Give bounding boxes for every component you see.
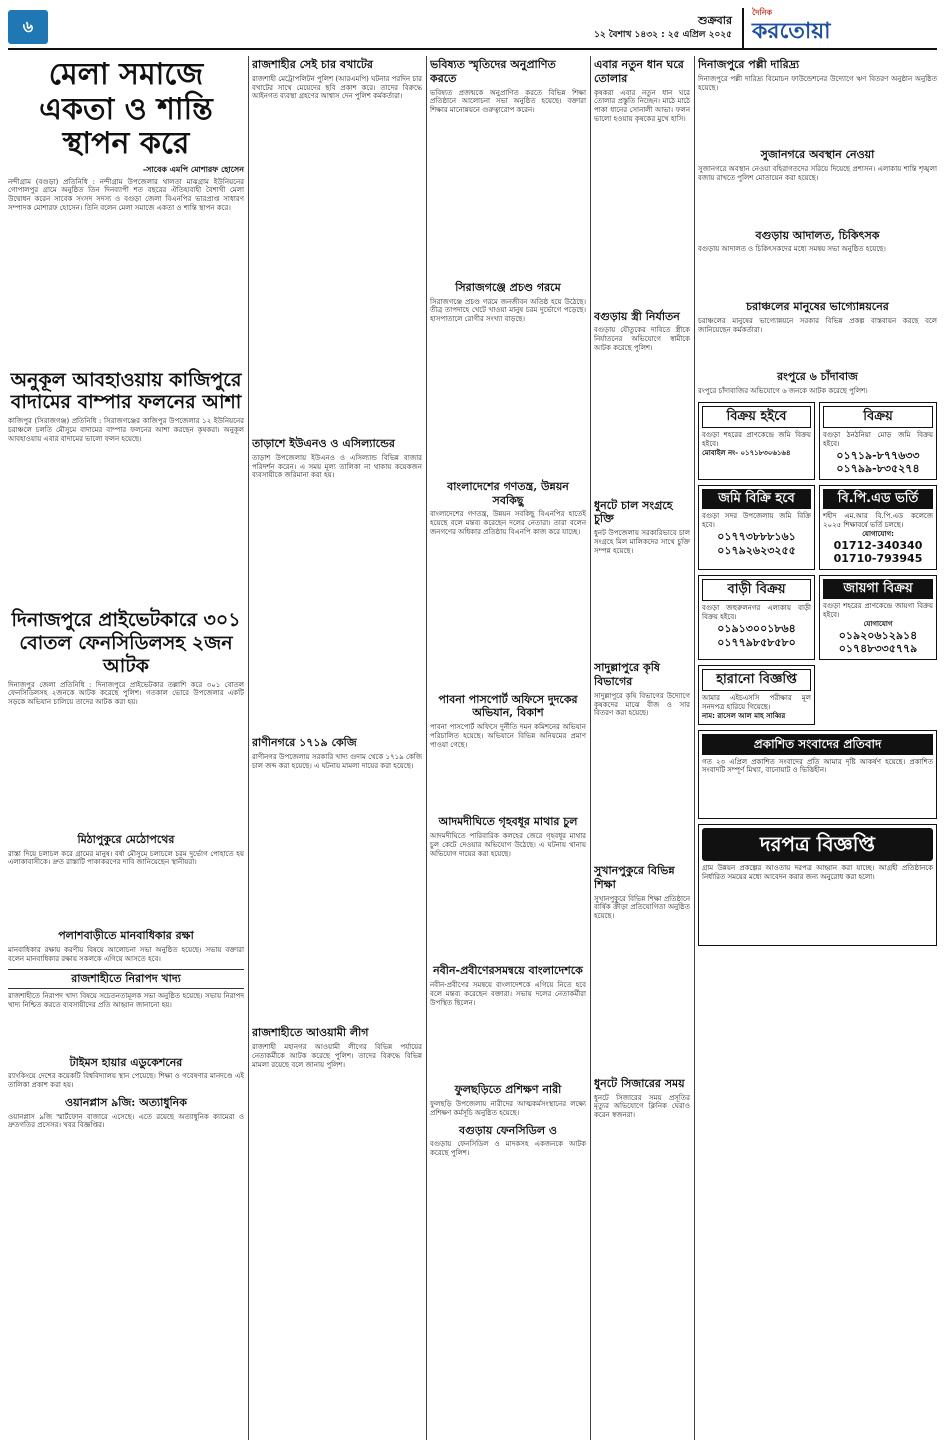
headline: চরাঞ্চলের মানুষের ভাগ্যোন্নয়নের (746, 300, 889, 313)
headline: বগুড়ায় আদালত, চিকিৎসক (755, 228, 880, 242)
story-phensidyl (8, 609, 244, 827)
ad-land-sale (698, 485, 815, 570)
story-sadullapur (594, 661, 690, 858)
story-body: কৃষকরা এবার নতুন ধান ঘরে তোলার প্রস্তুতি নিচ্ছেন। মাঠে মাঠে পাকা ধানের সোনালী আভা। ফলন ভালো হওয়ায় কৃষকের মুখে হাসি। (594, 88, 690, 123)
story-body: রাজশাহী মহানগর আওয়ামী লীগের বিভিন্ন পর্যায়ের নেতাকর্মীকে আটক করেছে পুলিশ। তাদের বিরুদ্ধে বিভিন্ন মামলা রয়েছে বলে জানায় পুলিশ। (252, 1043, 422, 1069)
ad-phone: ০১৭৭৯৮৫৮৫৮০ (717, 635, 796, 649)
story-new-paddy (594, 58, 690, 304)
story-body: সাদুল্লাপুরে কৃষি বিভাগের উদ্যোগে কৃষকদের মাঝে বীজ ও সার বিতরণ করা হয়েছে। (594, 691, 690, 718)
story-body: দিনাজপুরে পল্লী দারিদ্র্য বিমোচন ফাউন্ডেশনের উদ্যোগে ঋণ বিতরণ অনুষ্ঠান অনুষ্ঠিত হয়েছে। (698, 74, 937, 92)
story-sirajganj-heat (430, 281, 586, 474)
ad-phone: ০১৭৯৯-৮৩৫২৭৪ (836, 462, 920, 476)
ad-title: বিক্রয় হইবে (702, 406, 811, 428)
headline: টাইমস হায়ার এডুকেশনের (69, 1055, 183, 1069)
story-wife-torture (594, 310, 690, 493)
story-body: রাণীনগর উপজেলায় সরকারি খাদ্য গুদাম থেকে ১৭১৯ কেজি চাল জব্দ করা হয়েছে। এ ঘটনায় মামলা দায়ের করা হয়েছে। (252, 752, 422, 770)
story-body: বগুড়ায় যৌতুকের দাবিতে স্ত্রীকে নির্যাতনের অভিযোগে স্বামীকে আটক করেছে পুলিশ। (594, 326, 690, 352)
story-dhunat-caesar (594, 1077, 690, 1120)
headline: দিনাজপুরে প্রাইভেটকারে ৩০১ বোতল ফেনসিডিলসহ ২জন আটক (11, 609, 241, 677)
story-sukhanpukur (594, 864, 690, 1071)
story-body: সিরাজগঞ্জে প্রচণ্ড গরমে জনজীবন অতিষ্ঠ হয়ে উঠেছে। তীব্র তাপদাহে খেটে খাওয়া মানুষ চরম দুর্ভোগে পড়েছে। হাসপাতালে রোগীর সংখ্যা বাড়ছে। (430, 297, 586, 323)
ad-body: বগুড়া শহরের প্রাণকেন্দ্রে জমি বিক্রয় হইবে। (702, 431, 811, 448)
ads-row-3 (698, 575, 937, 665)
story-body-continued (698, 183, 937, 223)
tender-body-continued (702, 882, 933, 942)
headline: সাদুল্লাপুরে কৃষি বিভাগের (594, 661, 660, 688)
ad-phone: মোবাইল নং- ০১৭১৮৩০৬১৬৪ (702, 448, 791, 457)
headline: ফুলছড়িতে প্রশিক্ষণ নারী (454, 1083, 562, 1097)
story-fulchhari (430, 1083, 586, 1117)
newspaper-page (8, 8, 937, 1444)
headline: এবার নতুন ধান ঘরে তোলার (594, 58, 684, 85)
ad-name: নাম: রাসেল আল মাহ সাব্বির (702, 711, 786, 720)
story-body-continued (8, 707, 244, 827)
story-body: র‌্যাংকিংয়ে দেশের কয়েকটি বিশ্ববিদ্যালয় স্থান পেয়েছে। শিক্ষা ও গবেষণার মানদণ্ডে এই তালিকা প্রকাশ করা হয়। (8, 1072, 244, 1090)
ad-place-sale (819, 575, 937, 660)
notice-title: প্রকাশিত সংবাদের প্রতিবাদ (702, 734, 933, 755)
story-body: রাস্তা দিয়ে চলাচল করে গ্রামের মানুষ। বর্ষা মৌসুমে চলাচলে চরম দুর্ভোগ পোহাতে হয় এলাকাবাসীকে। দ্রুত রাস্তাটি পাকাকরণের দাবি জানিয়েছেন স্থানীয়রা। (8, 849, 244, 867)
headline: মিঠাপুকুরে মেঠোপথের (77, 832, 175, 846)
notice-body-continued (702, 775, 933, 815)
story-body-continued (594, 718, 690, 858)
story-char-people (698, 300, 937, 364)
story-times-higher (8, 1056, 244, 1090)
story-body: তাড়াশ উপজেলায় ইউএনও ও এসিল্যান্ড বিভিন্ন বাজার পরিদর্শন করেন। এ সময় মূল্য তালিকা না থাকায় কয়েকজন ব্যবসায়ীকে জরিমানা করা হয়। (252, 453, 422, 480)
story-body-continued (430, 537, 586, 687)
ad-phone: ০১৭৯২৬২৩২৫৫ (717, 543, 796, 557)
story-body: রাজশাহী মেট্রোপলিটন পুলিশ (আরএমপি) ঘটনার পরদিন চার বখাটের সাথে মেয়েদের ছবি প্রকাশ করে। তাদের বিরুদ্ধে আইনগত ব্যবস্থা গ্রহণের আশ্বাস দেন পুলিশ কর্মকর্তারা। (252, 74, 422, 101)
story-badam (8, 369, 244, 604)
headline: নবীন-প্রবীণেরসমন্বয়ে বাংলাদেশকে (433, 964, 583, 978)
story-body: পাবনা পাসপোর্ট অফিসে দুর্নীতি দমন কমিশনের অভিযান পরিচালিত হয়েছে। অভিযানে বিভিন্ন অনিয়মের প্রমাণ পাওয়া গেছে। (430, 723, 586, 749)
masthead (8, 8, 937, 50)
story-body: ধুনট উপজেলায় সরকারিভাবে চাল সংগ্রহে মিল মালিকদের সাথে চুক্তি সম্পন্ন হয়েছে। (594, 529, 690, 555)
story-rajshahi-food (8, 969, 244, 1049)
story-body-continued (430, 749, 586, 809)
headline: রংপুরে ৬ চাঁদাবাজ (777, 370, 858, 384)
story-body: রংপুরে চাঁদাবাজির অভিযোগে ৬ জনকে আটক করেছে পুলিশ। (698, 387, 868, 395)
ad-phone: 01712-340340 (833, 538, 923, 552)
tender-notice (698, 824, 937, 946)
story-palashbari (8, 929, 244, 963)
headline: আদমদীঘিতে গৃহবধূর মাথার চুল (438, 815, 578, 829)
headline: মেলা সমাজে একতা ও শান্তি স্থাপন করে (39, 57, 213, 161)
ad-body: বগুড়া শহরের প্রাণকেন্দ্রে জায়গা বিক্রয় হইবে। (823, 602, 933, 619)
story-body: ধুনটে সিজারের সময় প্রসূতির মৃত্যুর অভিযোগে ক্লিনিক ঘেরাও করেন স্বজনরা। (594, 1093, 690, 1119)
story-body-continued (698, 92, 937, 142)
column-rule (426, 56, 427, 1440)
story-future (430, 58, 586, 275)
ad-phone: ০১৭৭৩৮৮৮১৬১ (717, 529, 796, 543)
story-adamdighi (430, 815, 586, 958)
story-body-continued (252, 770, 422, 1020)
story-body: রাজশাহীতে নিরাপদ খাদ্য বিষয়ে সচেতনতামূলক সভা অনুষ্ঠিত হয়েছে। সভায় নিরাপদ খাদ্য নিশ্চিত করতে ব্যবসায়ীদের প্রতি আহ্বান জানানো হয়। (8, 992, 244, 1009)
ad-contact-label: যোগাযোগ: (862, 529, 894, 538)
column-rule (694, 56, 695, 1440)
headline: বগুড়ায় ফেনসিডিল ও (458, 1123, 558, 1137)
story-body: মানবাধিকার রক্ষায় করণীয় বিষয়ে আলোচনা সভা অনুষ্ঠিত হয়েছে। সভায় বক্তারা বলেন মানবাধিকার রক্ষায় সকলকে এগিয়ে আসতে হবে। (8, 945, 244, 963)
masthead-day: শুক্রবার (697, 14, 732, 27)
ad-title: হারানো বিজ্ঞপ্তি (702, 669, 811, 691)
story-body-continued (252, 480, 422, 730)
logo-text: করতোয়া (752, 18, 831, 44)
ad-phone: ০১৯১৩০০১৮৬৪ (717, 621, 796, 635)
story-body: বগুড়ায় ফেনসিডিল ও মাদকসহ একজনকে আটক করেছে পুলিশ। (430, 1140, 586, 1157)
story-body-continued (594, 124, 690, 304)
ad-title: বি.পি.এড ভর্তি (823, 489, 933, 509)
story-body-continued (594, 921, 690, 1071)
story-body-continued (252, 101, 422, 431)
ad-sale-1 (698, 402, 815, 480)
story-body-continued (8, 1010, 244, 1050)
story-body: ফুলছড়ি উপজেলায় নারীদের আত্মকর্মসংস্থানের লক্ষ্যে প্রশিক্ষণ কর্মসূচি অনুষ্ঠিত হয়েছে। (430, 1100, 586, 1117)
tender-body: গ্রাম উন্নয়ন প্রকল্পের আওতায় দরপত্র আহ্বান করা যাচ্ছে। আগ্রহী প্রতিষ্ঠানকে নির্ধারিত সময়ের মধ্যে আবেদন করার জন্য অনুরোধ করা হলো। (702, 864, 933, 881)
story-body-continued (594, 555, 690, 655)
column-rule (590, 56, 591, 1440)
notice-body: গত ২৩ এপ্রিল প্রকাশিত সংবাদের প্রতি আমার দৃষ্টি আকর্ষণ হয়েছে। প্রকাশিত সংবাদটি সম্পূর্ণ মিথ্যা, বানোয়াট ও ভিত্তিহীন। (702, 757, 933, 775)
column-5 (698, 56, 937, 1440)
story-body-continued (430, 324, 586, 474)
ads-row-1 (698, 402, 937, 485)
story-body: দিনাজপুর জেলা প্রতিনিধি : দিনাজপুরে প্রাইভেটকার তল্লাশি করে ৩০১ বোতল ফেনসিডিলসহ ২জনকে আটক করেছে পুলিশ। গতকাল ভোরে উপজেলার একটি সড়কে অভিযান চালিয়ে তাদের আটক করা হয়। (8, 680, 244, 707)
logo-small: দৈনিক (752, 8, 773, 17)
ad-house-sale (698, 575, 815, 660)
story-body: সুখানপুকুরে বিভিন্ন শিক্ষা প্রতিষ্ঠানে বার্ষিক ক্রীড়া প্রতিযোগিতা অনুষ্ঠিত হয়েছে। (594, 894, 690, 920)
story-sujanagar (698, 148, 937, 222)
masthead-date: ১২ বৈশাখ ১৪৩২ : ২৫ এপ্রিল ২০২৫ (594, 30, 732, 40)
story-nobin-probin (430, 964, 586, 1077)
page-number: ৬ (8, 10, 48, 44)
story-body-continued (430, 1007, 586, 1077)
ad-title: বিক্রয় (823, 406, 933, 428)
story-pabna (430, 693, 586, 810)
headline: তাড়াশে ইউএনও ও এসিল্যান্ডের (252, 437, 395, 450)
ads-row-2 (698, 485, 937, 575)
story-body-continued (698, 334, 937, 364)
ad-phone: 01710-793945 (833, 552, 923, 566)
protest-notice (698, 730, 937, 820)
headline: রাজশাহীতে আওয়ামী লীগ (252, 1026, 369, 1040)
story-tarash (252, 437, 422, 730)
story-body-continued (698, 254, 937, 294)
column-rule (248, 56, 249, 1440)
ad-sale-2 (819, 402, 937, 480)
headline: পাবনা পাসপোর্ট অফিসে দুদকের অভিযান, বিকাশ (438, 692, 578, 720)
story-oneplus (8, 1096, 244, 1130)
headline: সিরাজগঞ্জে প্রচণ্ড গরমে (455, 280, 561, 294)
ad-body: বগুড়া সদর উপজেলায় জমি বিক্রি হবে। (702, 512, 811, 529)
story-body: ওয়ানপ্লাস ৯জি স্মার্টফোন বাজারে এসেছে। এতে রয়েছে অত্যাধুনিক ক্যামেরা ও দ্রুতগতির প্রসেসর। খবর বিজ্ঞপ্তির। (8, 1112, 244, 1130)
ad-body: বগুড়া ঠনঠনিয়া মোড় জমি বিক্রয় হইবে। (823, 431, 933, 448)
story-body-continued (594, 353, 690, 493)
column-1 (8, 56, 244, 1440)
story-body-continued (8, 443, 244, 603)
story-bogura-court (698, 229, 937, 295)
ad-title: জমি বিক্রি হবে (702, 489, 811, 509)
story-body: বাংলাদেশের গণতন্ত্র, উন্নয়ন সবকিছু বিএনপির হাতেই হয়েছে বলে মন্তব্য করেছেন দলের নেতারা। তারা বলেন জনগণের অধিকার প্রতিষ্ঠায় বিএনপি কাজ করে যাচ্ছে। (430, 510, 586, 536)
story-body: আদমদীঘিতে পারিবারিক কলহের জেরে গৃহবধূর মাথার চুল কেটে দেওয়ার অভিযোগ উঠেছে। এ ঘটনায় থানায় অভিযোগ দায়ের করা হয়েছে। (430, 832, 586, 858)
story-body: ভবিষ্যত প্রজন্মকে অনুপ্রাণিত করতে বিভিন্ন শিক্ষা প্রতিষ্ঠানে আলোচনা সভা অনুষ্ঠিত হয়েছে। বক্তারা শিক্ষার মানোন্নয়নে গুরুত্বারোপ করেন। (430, 88, 586, 114)
headline: বাংলাদেশের গণতন্ত্র, উন্নয়ন সবকিছু (447, 479, 569, 507)
column-3 (430, 56, 586, 1440)
headline: দিনাজপুরে পল্লী দারিদ্র্য (698, 58, 800, 71)
story-dhunat-rice (594, 499, 690, 656)
tender-title: দরপত্র বিজ্ঞপ্তি (702, 828, 933, 861)
ad-body: বগুড়া জহুরুলনগর এলাকায় বাড়ী বিক্রয় হইবে। (702, 604, 811, 621)
story-body: সুজানগরে অবস্থান নেওয়া বহিরাগতদের সরিয়ে দিয়েছে প্রশাসন। এলাকায় শান্তি শৃঙ্খলা বজায় রাখতে পুলিশ মোতায়েন করা হয়েছে। (698, 165, 937, 182)
headline: ধুনটে সিজারের সময় (594, 1076, 685, 1090)
headline: রাজশাহীর সেই চার বখাটের (252, 58, 373, 71)
ad-contact-label: যোগাযোগ (863, 619, 893, 628)
story-rajshahi-awami (252, 1026, 422, 1069)
ad-phone: ০১৯২০৬১২৯১৪ (838, 628, 918, 642)
headline: বগুড়ায় স্ত্রী নির্যাতন (594, 309, 680, 323)
byline: -সাবেক এমপি মোশারফ হোসেন (142, 164, 244, 174)
story-bogura-phensidyl (430, 1124, 586, 1158)
headline: ধুনটে চাল সংগ্রহে চুক্তি (594, 498, 673, 526)
story-body: নন্দীগ্রাম (বগুড়া) প্রতিনিধি : নন্দীগ্রাম উপজেলার থালতা মাঝগ্রাম ইউনিয়নের গোপালপুর গ্রামে অনুষ্ঠিত তিন দিনব্যাপী শত বছরের ঐতিহ্যবাহী বৈশাখী মেলা উদ্বোধন করেন সাবেক সংসদ সদস্য ও বগুড়া জেলা বিএনপির ভারপ্রাপ্ত সাধারণ সম্পাদক মোশারফ হোসেন। তিনি বলেন মেলা সমাজে একতা ও শান্তি স্থাপন করে। (8, 177, 244, 212)
story-body-continued (430, 115, 586, 275)
column-2 (252, 56, 422, 1440)
story-body-continued (8, 213, 244, 363)
headline: অনুকূল আবহাওয়ায় কাজিপুরে বাদামের বাম্পার ফলনের আশা (10, 368, 242, 414)
ad-title: জায়গা বিক্রয় (823, 579, 933, 599)
story-body: নবীন-প্রবীণের সমন্বয়ে বাংলাদেশকে এগিয়ে নিতে হবে বলে মন্তব্য করেছেন বক্তারা। সভায় দলের নেতাকর্মীরা উপস্থিত ছিলেন। (430, 981, 586, 1007)
headline: রাজশাহীতে নিরাপদ খাদ্য (8, 969, 244, 989)
ad-title: বাড়ী বিক্রয় (702, 579, 811, 601)
story-mela (8, 58, 244, 363)
ad-phone: ০১৭১৯-৮৭৭৬৩৩ (836, 448, 920, 462)
story-rangpur (698, 370, 937, 396)
story-dinajpur-poverty (698, 58, 937, 142)
story-body: বগুড়ায় আদালত ও চিকিৎসকদের মধ্যে সমন্বয় সভা অনুষ্ঠিত হয়েছে। (698, 245, 886, 254)
masthead-logo (742, 8, 937, 48)
ad-body: আমার এইচএসসি পরীক্ষার মূল সনদপত্র হারিয়ে গিয়েছে। (702, 694, 811, 711)
story-rajshahi-bokhate (252, 58, 422, 431)
headline: ভবিষ্যত স্মৃতিদের অনুপ্রাণিত করতে (430, 58, 556, 85)
ad-phone: ০১৭৪৮৩৩৫৭৭৯ (838, 642, 918, 656)
story-body: চরাঞ্চলের মানুষের ভাগ্যোন্নয়নে সরকার বিভিন্ন প্রকল্প বাস্তবায়ন করছে বলে জানিয়েছেন কর্মকর্তারা। (698, 316, 937, 334)
ad-lost-notice (698, 665, 815, 725)
story-body-continued (430, 858, 586, 958)
headline: সুজানগরে অবস্থান নেওয়া (760, 148, 875, 162)
headline: পলাশবাড়ীতে মানবাধিকার রক্ষা (58, 929, 194, 943)
story-body-continued (8, 867, 244, 923)
story-democracy (430, 480, 586, 687)
headline: রাণীনগরে ১৭১৯ কেজি (252, 736, 357, 749)
headline: ওয়ানপ্লাস ৯জি: অত্যাধুনিক (65, 1095, 187, 1109)
story-raninagar (252, 736, 422, 1020)
ad-body: শহীদ এম.আর বি.পি.এড কলেজে ২০২৫ শিক্ষাবর্ষে ভর্তি চলছে। (823, 512, 933, 529)
ad-bped-admission (819, 485, 937, 570)
column-4 (594, 56, 690, 1440)
story-body: কাজিপুর (সিরাজগঞ্জ) প্রতিনিধি : সিরাজগঞ্জের কাজিপুর উপজেলার ১২ ইউনিয়নের চরাঞ্চলে চলতি মৌসুমে বাদামের বাম্পার ফলনের আশা করছেন কৃষকরা। অনুকূল আবহাওয়ায় এবার বাদামের ভালো ফলন হয়েছে। (8, 417, 244, 443)
headline: সুখানপুকুরে বিভিন্ন শিক্ষা (594, 864, 675, 891)
story-mithapukur (8, 833, 244, 923)
